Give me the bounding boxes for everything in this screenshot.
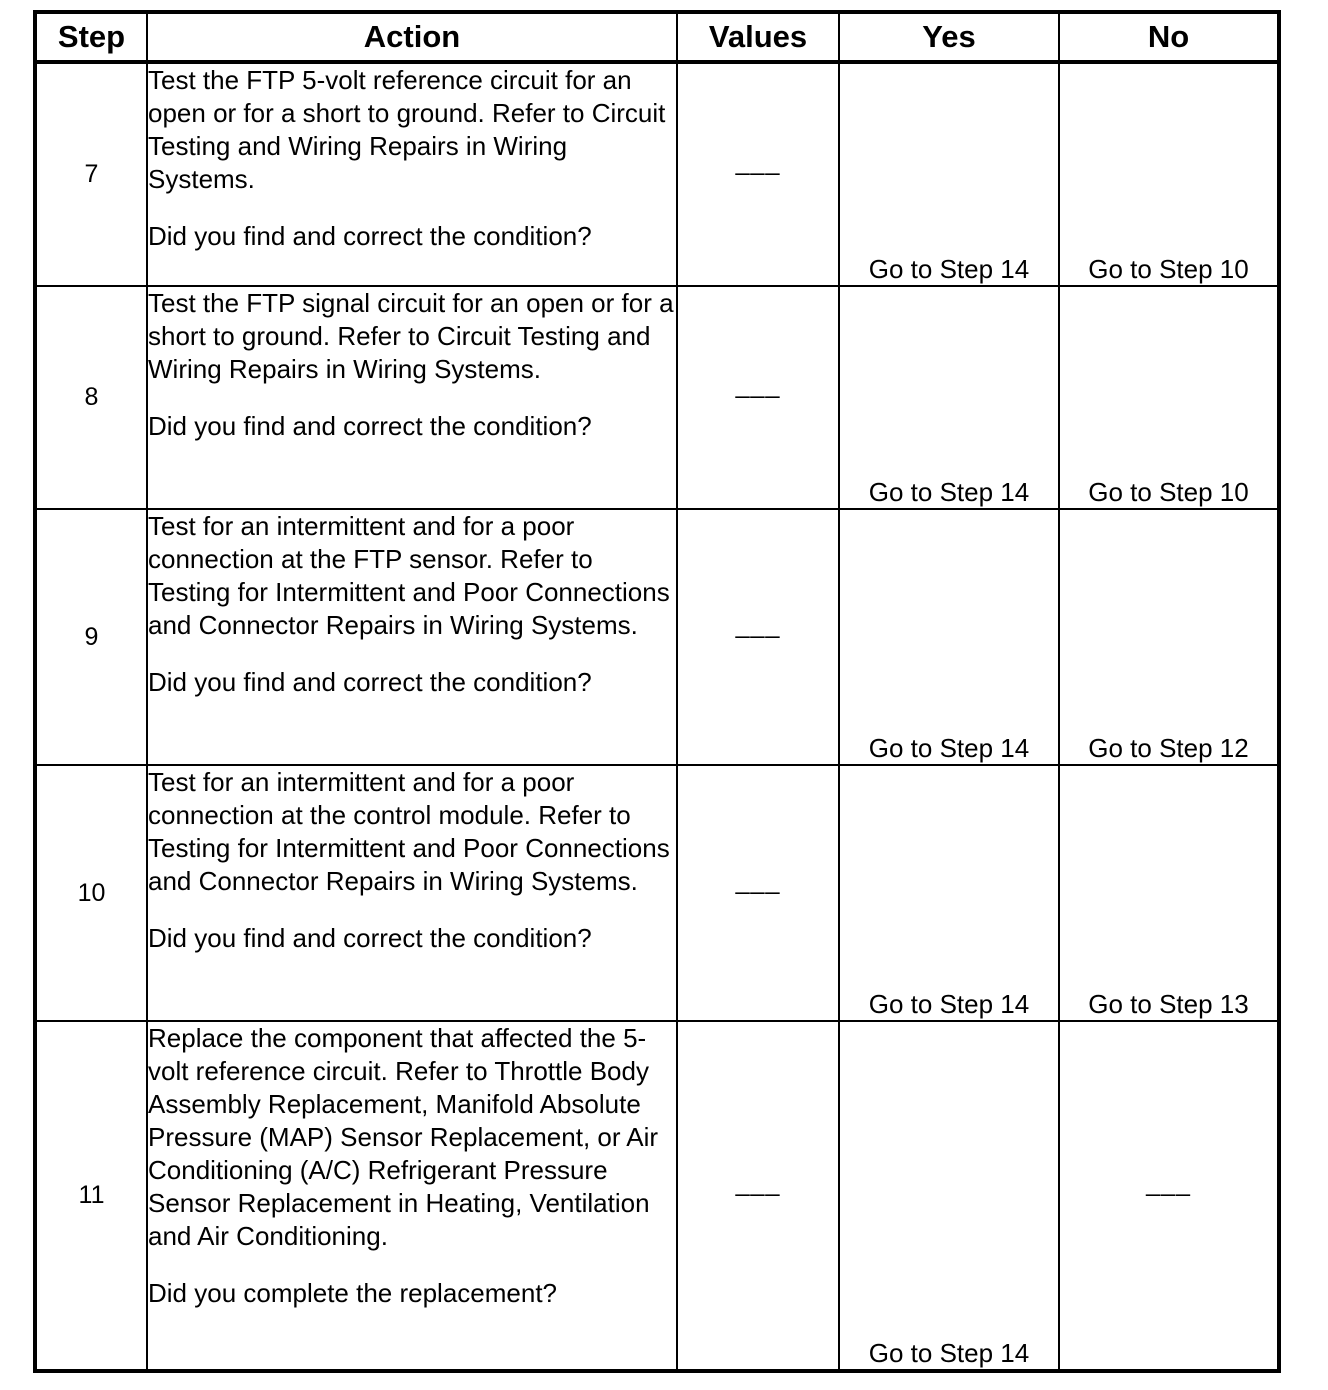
step-number: 8 [35,286,147,509]
values-cell [677,765,839,1021]
step-number: 7 [35,62,147,286]
header-values: Values [677,12,839,62]
action-cell [147,765,677,1021]
action-cell [147,286,677,509]
table-row [35,286,1279,509]
table-row [35,1021,1279,1371]
diagnostic-table [33,10,1281,1373]
action-description: Test the FTP 5-volt reference circuit for an open or for a short to ground. Refer to Circuit Testing and Wiring Repairs in Wiring Systems. [148,65,666,194]
action-cell [147,509,677,765]
action-question: Did you find and correct the condition? [148,667,592,697]
no-cell: Go to Step 10 [1059,286,1279,509]
action-description: Test for an intermittent and for a poor connection at the FTP sensor. Refer to Testing for Intermittent and Poor Connections and Connector Repairs in Wiring Systems. [148,511,670,640]
step-number: 11 [35,1021,147,1371]
action-question: Did you complete the replacement? [148,1278,558,1308]
table-row [35,62,1279,286]
action-question: Did you find and correct the condition? [148,221,592,251]
header-no: No [1059,12,1279,62]
header-row [35,12,1279,62]
step-number: 9 [35,509,147,765]
yes-cell: Go to Step 14 [839,62,1059,286]
action-description: Replace the component that affected the 5-volt reference circuit. Refer to Throttle Body Assembly Replacement, Manifold Absolute Pressure (MAP) Sensor Replacement, or Air Conditioning (A/C) Refrigerant Pressure Sensor Replacement in Heating, Ventilation and Air Conditioning. [148,1023,659,1251]
action-question: Did you find and correct the condition? [148,411,592,441]
yes-cell: Go to Step 14 [839,286,1059,509]
values-text: ___ [735,610,781,639]
table-row [35,509,1279,765]
header-yes: Yes [839,12,1059,62]
values-text: ___ [735,371,781,399]
step-number: 10 [35,765,147,1021]
no-cell [1059,1021,1279,1371]
no-text: ___ [1146,1169,1191,1197]
header-step: Step [35,12,147,62]
yes-cell: Go to Step 14 [839,509,1059,765]
values-cell [677,286,839,509]
action-cell [147,62,677,286]
values-cell [677,509,839,765]
action-description: Test for an intermittent and for a poor connection at the control module. Refer to Testing for Intermittent and Poor Connections and Connector Repairs in Wiring Systems. [148,767,670,896]
yes-cell: Go to Step 14 [839,1021,1059,1371]
values-text: ___ [735,148,781,176]
no-cell: Go to Step 12 [1059,509,1279,765]
no-cell: Go to Step 10 [1059,62,1279,286]
yes-cell: Go to Step 14 [839,765,1059,1021]
action-cell [147,1021,677,1371]
values-cell [677,62,839,286]
values-text: ___ [735,1169,781,1197]
values-cell [677,1021,839,1371]
action-description: Test the FTP signal circuit for an open or for a short to ground. Refer to Circuit Testing and Wiring Repairs in Wiring Systems. [148,288,674,384]
header-action: Action [147,12,677,62]
table-row [35,765,1279,1021]
no-cell: Go to Step 13 [1059,765,1279,1021]
values-text: ___ [735,866,781,895]
action-question: Did you find and correct the condition? [148,923,592,953]
